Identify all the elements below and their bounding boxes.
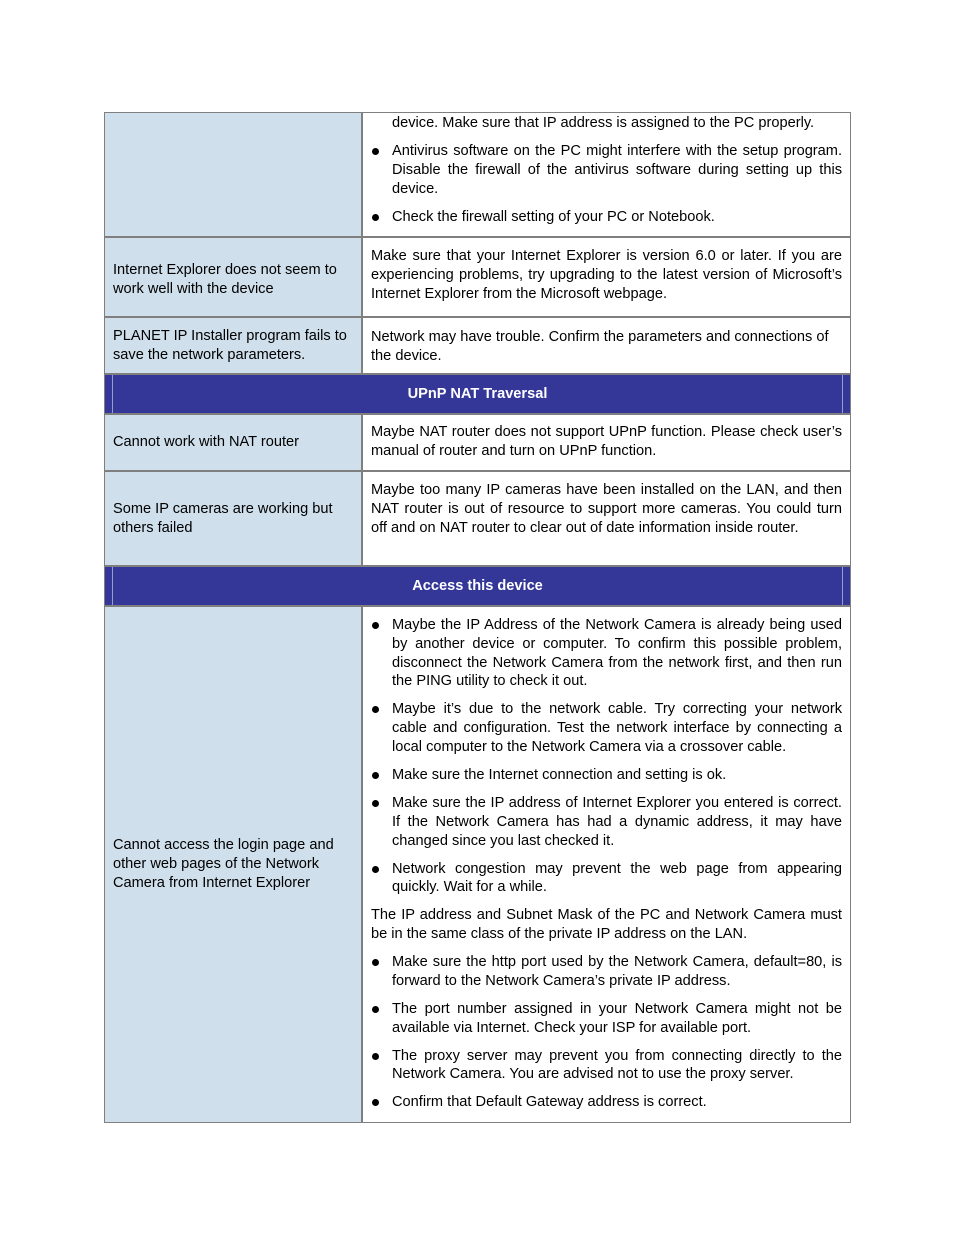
bullet-icon xyxy=(372,214,379,221)
problem-cell xyxy=(105,415,363,470)
bullet-text: Check the firewall setting of your PC or Notebook. xyxy=(392,208,715,225)
bullet-icon xyxy=(372,800,379,807)
bullet-icon xyxy=(372,959,379,966)
solution-paragraph: The IP address and Subnet Mask of the PC and Network Camera must be in the same class of the private IP address on the LAN. xyxy=(371,907,842,943)
bullet-text: Make sure the http port used by the Network Camera, default=80, is forward to the Network Camera’s private IP address. xyxy=(392,954,842,989)
solution-cell xyxy=(363,472,850,565)
problem-cell xyxy=(105,472,363,565)
table-row xyxy=(105,472,850,567)
table-row xyxy=(105,113,850,238)
bullet-icon xyxy=(372,772,379,779)
bullet-icon xyxy=(372,1006,379,1013)
bullet-icon xyxy=(372,1099,379,1106)
table-row xyxy=(105,318,850,375)
bullet-text: Network congestion may prevent the web page from appearing quickly. Wait for a while. xyxy=(392,860,842,896)
solution-list xyxy=(371,953,842,1112)
bullet-icon xyxy=(372,706,379,713)
bullet-text: Antivirus software on the PC might interfere with the setup program. Disable the firewall of the antivirus software during setting up this device. xyxy=(392,142,842,197)
list-item xyxy=(371,700,842,756)
table-row xyxy=(105,238,850,318)
solution-text: Maybe NAT router does not support UPnP function. Please check user’s manual of router and turn on UPnP function. xyxy=(371,424,842,459)
solution-cell xyxy=(363,607,850,1122)
solution-list xyxy=(371,616,842,897)
list-item xyxy=(371,953,842,991)
problem-cell xyxy=(105,607,363,1122)
list-item xyxy=(371,794,842,850)
problem-text: Cannot work with NAT router xyxy=(113,434,300,451)
bullet-icon xyxy=(372,1053,379,1060)
solution-text: Network may have trouble. Confirm the parameters and connections of the device. xyxy=(371,329,829,364)
bullet-text: The port number assigned in your Network Camera might not be available via Internet. Check your ISP for available port. xyxy=(392,1000,842,1036)
solution-cell xyxy=(363,318,850,373)
problem-cell xyxy=(105,113,363,236)
table-row xyxy=(105,415,850,472)
problem-cell xyxy=(105,238,363,316)
problem-text: Cannot access the login page and other web pages of the Network Camera from Internet Explorer xyxy=(113,837,334,891)
solution-cell xyxy=(363,415,850,470)
solution-text: device. Make sure that IP address is assigned to the PC properly. xyxy=(392,115,815,131)
bullet-icon xyxy=(372,866,379,873)
problem-text: Some IP cameras are working but others failed xyxy=(113,500,333,536)
solution-text: Make sure that your Internet Explorer is version 6.0 or later. If you are experiencing problems, try upgrading to the latest version of Microsoft’s Internet Explorer from the Microsoft webpage. xyxy=(371,248,842,302)
section-header xyxy=(105,567,850,607)
bullet-text: Make sure the Internet connection and setting is ok. xyxy=(392,766,727,783)
bullet-icon xyxy=(372,148,379,155)
list-item xyxy=(371,766,842,785)
list-item xyxy=(371,1047,842,1085)
troubleshooting-table xyxy=(104,112,851,1123)
bullet-text: Confirm that Default Gateway address is correct. xyxy=(392,1094,707,1111)
solution-cell xyxy=(363,238,850,316)
list-item xyxy=(371,1000,842,1038)
table-row xyxy=(105,607,850,1122)
bullet-text: Maybe it’s due to the network cable. Try correcting your network cable and configuration. Test the network interface by connecting a local computer to the Network Camera via a crossover cable. xyxy=(392,701,842,755)
list-item xyxy=(371,1093,842,1112)
list-item xyxy=(371,142,842,198)
bullet-text: Maybe the IP Address of the Network Camera is already being used by another device or computer. To confirm this possible problem, disconnect the Network Camera from the network first, and then run the PING utility to check it out. xyxy=(392,617,842,690)
solution-list xyxy=(371,142,842,226)
problem-text: Internet Explorer does not seem to work well with the device xyxy=(113,262,337,297)
bullet-icon xyxy=(372,622,379,629)
section-header xyxy=(105,375,850,415)
section-title: UPnP NAT Traversal xyxy=(407,385,548,402)
list-item xyxy=(371,860,842,898)
list-item xyxy=(371,616,842,691)
section-title: Access this device xyxy=(412,577,543,594)
bullet-text: The proxy server may prevent you from connecting directly to the Network Camera. You are advised not to use the proxy server. xyxy=(392,1047,842,1083)
solution-text: Maybe too many IP cameras have been installed on the LAN, and then NAT router is out of resource to support more cameras. You could turn off and on NAT router to clear out of date information inside router. xyxy=(371,482,842,536)
problem-cell xyxy=(105,318,363,373)
list-item xyxy=(371,208,842,227)
problem-text: PLANET IP Installer program fails to save the network parameters. xyxy=(113,327,347,363)
bullet-text: Make sure the IP address of Internet Explorer you entered is correct. If the Network Camera has had a dynamic address, it may have changed since you last checked it. xyxy=(392,794,842,849)
solution-cell xyxy=(363,113,850,236)
